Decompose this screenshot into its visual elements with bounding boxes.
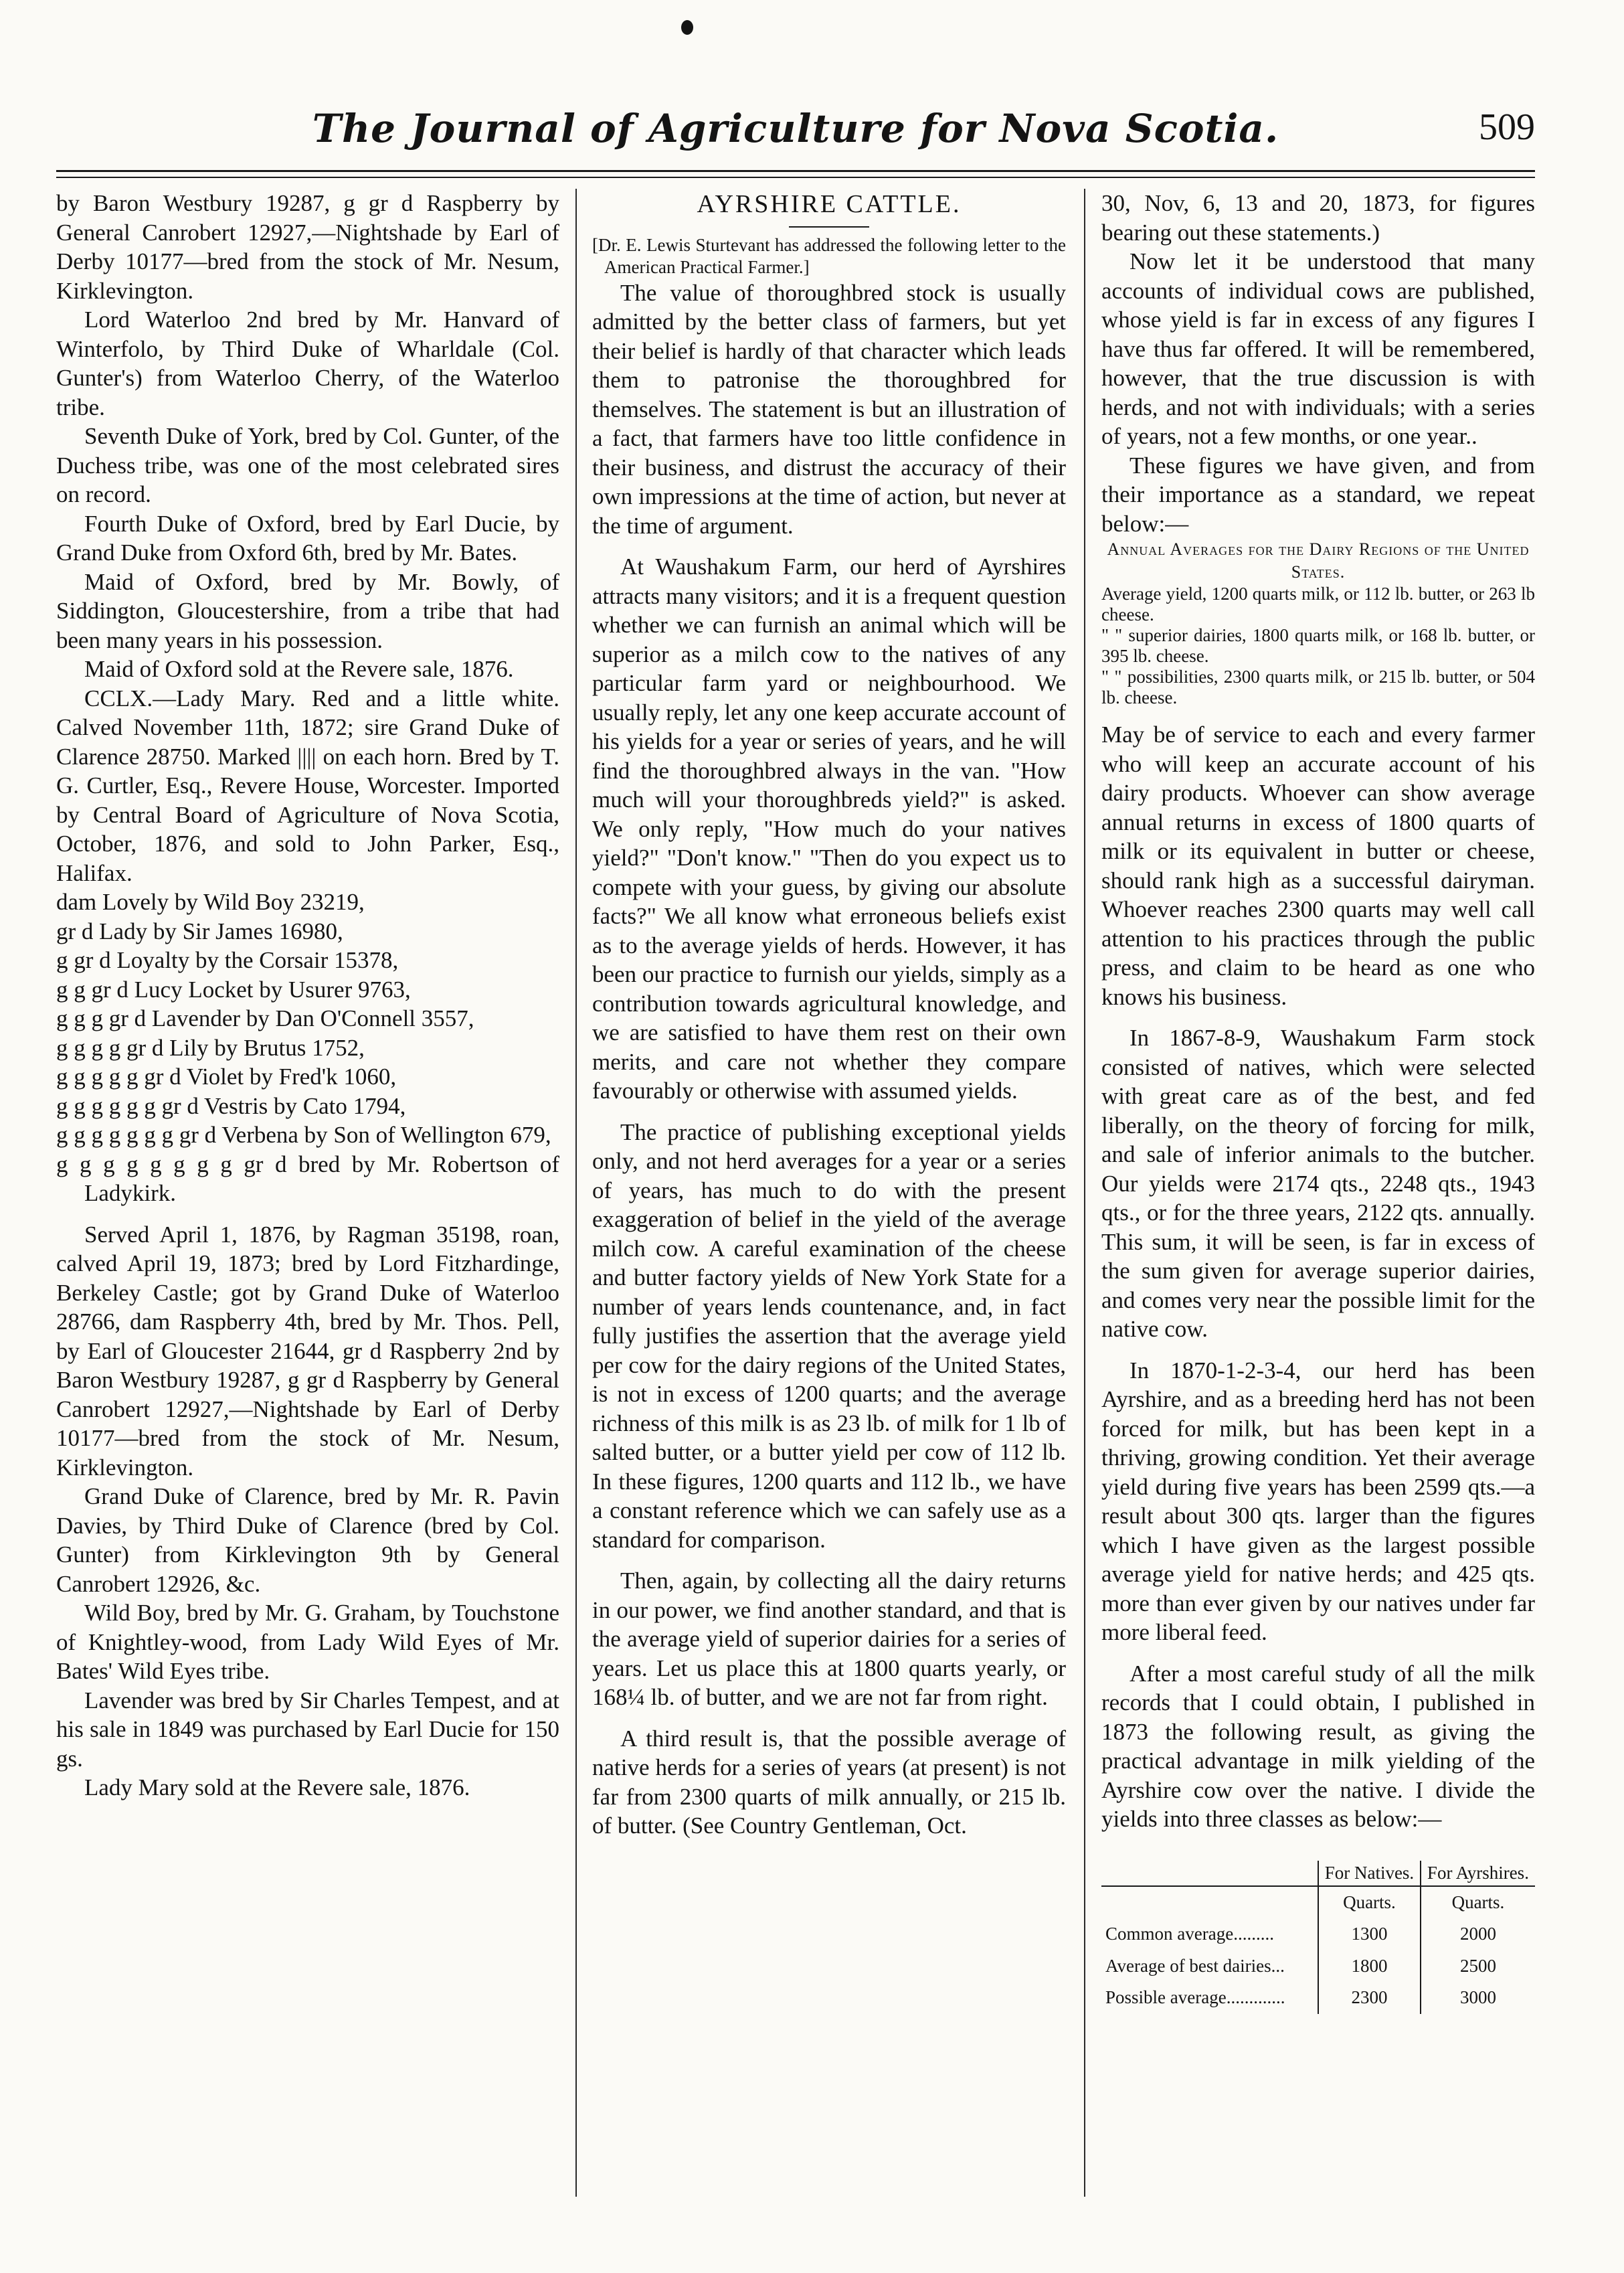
unit-label: Quarts. [1318,1886,1421,1919]
paragraph: These figures we have given, and from their importance as a standard, we repeat below:— [1101,452,1535,537]
article-title: AYRSHIRE CATTLE. [697,190,962,218]
paragraph: The value of thoroughbred stock is usually admitted by the better class of farmers, but yet their belief is hardly of that character which leads them to patronise the thoroughbred for themselves. The statement is but an illustration of a fact, that farmers have too little confidence in their business, and distrust the accuracy of their own impressions at the time of action, but never at the time of argument. [592,279,1066,539]
paragraph: Lady Mary sold at the Revere sale, 1876. [84,1774,470,1800]
column-middle [592,189,1066,1841]
header-rule [56,170,1535,172]
paragraph: At Waushakum Farm, our herd of Ayrshires attracts many visitors; and it is a frequent question whether we can furnish an animal which will be superior as a milch cow to the natives of any particular farm yard or neighbourhood. We usually reply, let any one keep accurate account of his yields for a year or series of years, and he will find the thoroughbred always in the van. "How much will your thoroughbreds yield?" is asked. We only reply, "How much do your natives yield?" "Don't know." "Then do you expect us to compete with your guess, by giving our absolute facts?" We all know what erroneous beliefs exist as to the average yields of herds. However, it has been our practice to furnish our yields, simply as a contribution towards agricultural knowledge, and we are satisfied to have them rest on their own merits, and care not whether they compare favourably or otherwise with assumed yields. [592,554,1066,1104]
paragraph: May be of service to each and every farmer who will keep an accurate account of his dairy products. Whoever can show average annual returns in excess of 1800 quarts of milk or its equivalent in butter or cheese, should rank high as a successful dairyman. Whoever reaches 2300 quarts may well call attention to his practices through the public press, and claim to be heard as one who knows his business. [1101,722,1535,1010]
paragraph: 30, Nov, 6, 13 and 20, 1873, for figures bearing out these statements.) [1101,190,1535,246]
pedigree-line: g gr d Loyalty by the Corsair 15378, [56,947,399,973]
running-header [56,106,1535,166]
paragraph: Fourth Duke of Oxford, bred by Earl Ducie, by Grand Duke from Oxford 6th, bred by Mr. Bates. [56,510,559,566]
paragraph: Wild Boy, bred by Mr. G. Graham, by Touchstone of Knightley-wood, from Lady Wild Eyes of Mr. Bates' Wild Eyes tribe. [56,1600,559,1684]
editor-note: [Dr. E. Lewis Sturtevant has addressed the following letter to the American Practical Farmer.] [592,234,1066,277]
cell-ayrshires: 2500 [1421,1950,1535,1983]
journal-title: The Journal of Agriculture for Nova Scotia. [312,106,1279,151]
cell-natives: 2300 [1318,1982,1421,2014]
column-left [56,189,559,1802]
averages-heading: Annual Averages for the Dairy Regions of the United States. [1107,539,1530,582]
title-rule [789,226,869,228]
row-label: Average of best dairies... [1105,1955,1285,1976]
cell-natives: 1800 [1318,1950,1421,1983]
page-number: 509 [1479,106,1535,148]
pedigree-line: g g g g g g g g gr d bred by Mr. Robertson of Ladykirk. [56,1151,559,1206]
paragraph: The practice of publishing exceptional yields only, and not herd averages for a year or a series of years, has much to do with the present exaggeration of belief in the yield of the average milch cow. A careful examination of the cheese and butter factory yields of New York State for a number of years lends countenance, and, in fact fully justifies the assertion that the average yield per cow for the dairy regions of the United States, is not in excess of 1200 quarts; and the average richness of this milk is as 23 lb. of milk for 1 lb of salted butter, or a butter yield per cow of 112 lb. In these figures, 1200 quarts and 112 lb., we have a constant reference which we can safely use as a standard for comparison. [592,1118,1066,1553]
paragraph: Seventh Duke of York, bred by Col. Gunter, of the Duchess tribe, was one of the most celebrated sires on record. [56,423,559,507]
pedigree-line: g g g g g g g gr d Verbena by Son of Wellington 679, [56,1122,551,1148]
average-line: " " possibilities, 2300 quarts milk, or 215 lb. butter, or 504 lb. cheese. [1101,667,1535,707]
pedigree-line: dam Lovely by Wild Boy 23219, [56,889,365,915]
pedigree-line: g g g g gr d Lily by Brutus 1752, [56,1034,365,1061]
paragraph: Maid of Oxford sold at the Revere sale, 1876. [84,656,514,682]
column-right [1101,189,1535,2014]
paragraph: CCLX.—Lady Mary. Red and a little white. Calved November 11th, 1872; sire Grand Duke of Clarence 28750. Marked |||| on each horn. Bred by T. G. Curtler, Esq., Revere House, Worcester. Imported by Central Board of Agriculture of Nova Scotia, October, 1876, and sold to John Parker, Esq., Halifax. [56,685,559,886]
pedigree-line: g g g gr d Lavender by Dan O'Connell 3557, [56,1005,474,1031]
column-divider [1084,189,1085,2197]
paragraph: A third result is, that the possible average of native herds for a series of years (at present) is not far from 2300 quarts of milk annually, or 215 lb. of butter. (See Country Gentleman, Oct. [592,1725,1066,1839]
unit-label: Quarts. [1421,1886,1535,1919]
paragraph: by Baron Westbury 19287, g gr d Raspberry by General Canrobert 12927,—Nightshade by Earl of Derby 10177—bred from the stock of Mr. Nesum, Kirklevington. [56,190,559,304]
col-header-ayrshires: For Ayrshires. [1421,1861,1535,1886]
paragraph: Grand Duke of Clarence, bred by Mr. R. Pavin Davies, by Third Duke of Clarence (bred by Col. Gunter) from Kirklevington 9th by General Canrobert 12926, &c. [56,1483,559,1597]
pedigree-line: g g g g g gr d Violet by Fred'k 1060, [56,1064,397,1090]
paragraph: Lord Waterloo 2nd bred by Mr. Hanvard of Winterfolo, by Third Duke of Wharldale (Col. Gunter's) from Waterloo Cherry, of the Waterloo tribe. [56,307,559,420]
paragraph: Now let it be understood that many accounts of individual cows are published, whose yield is far in excess of any figures I have thus far offered. It will be remembered, however, that the true discussion is with herds, and not with individuals; with a series of years, not a few months, or one year.. [1101,248,1535,449]
average-line: Average yield, 1200 quarts milk, or 112 lb. butter, or 263 lb cheese. [1101,584,1535,624]
pedigree-line: g g g g g g gr d Vestris by Cato 1794, [56,1092,406,1119]
column-divider [575,189,577,2197]
paragraph: Served April 1, 1876, by Ragman 35198, roan, calved April 19, 1873; bred by Lord Fitzhardinge, Berkeley Castle; got by Grand Duke of Waterloo 28766, dam Raspberry 4th, bred by Mr. Thos. Pell, by Earl of Gloucester 21644, gr d Raspberry 2nd by Baron Westbury 19287, g gr d Raspberry by General Canrobert 12927,—Nightshade by Earl of Derby 10177—bred from the stock of Mr. Nesum, Kirklevington. [56,1221,559,1481]
paragraph: Then, again, by collecting all the dairy returns in our power, we find another standard, and that is the average yield of superior dairies for a series of years. Let us place this at 1800 quarts yearly, or 168¼ lb. of butter, and we are not far from right. [592,1568,1066,1710]
header-rule-thin [56,177,1535,178]
row-label: Common average......... [1105,1924,1274,1944]
pedigree-line: gr d Lady by Sir James 16980, [56,918,343,944]
ink-speck [681,20,693,35]
yield-table [1101,1861,1535,2014]
row-label: Possible average............. [1105,1987,1285,2007]
average-line: " " superior dairies, 1800 quarts milk, or 168 lb. butter, or 395 lb. cheese. [1101,625,1535,666]
paragraph: In 1870-1-2-3-4, our herd has been Ayrshire, and as a breeding herd has not been forced for milk, but has been kept in a thriving, growing condition. Yet their average yield during five years has been 2599 qts.—a result about 300 qts. larger than the figures which I have given as the largest possible average yield for native herds; and 425 qts. more than ever given by our natives under far more liberal feed. [1101,1357,1535,1645]
paragraph: Maid of Oxford, bred by Mr. Bowly, of Siddington, Gloucestershire, from a tribe that had been many years in his possession. [56,568,559,653]
col-header-natives: For Natives. [1318,1861,1421,1886]
paragraph: After a most careful study of all the milk records that I could obtain, I published in 1873 the following result, as giving the practical advantage in milk yielding of the Ayrshire cow over the native. I divide the yields into three classes as below:— [1101,1660,1535,1832]
cell-natives: 1300 [1318,1918,1421,1950]
paragraph: Lavender was bred by Sir Charles Tempest, and at his sale in 1849 was purchased by Earl Ducie for 150 gs. [56,1687,559,1772]
paragraph: In 1867-8-9, Waushakum Farm stock consisted of natives, which were selected with great care as of the best, and fed liberally, on the theory of forcing for milk, and sale of inferior animals to the butcher. Our yields were 2174 qts., 2248 qts., 1943 qts., or for the three years, 2122 qts. annually. This sum, it will be seen, is far in excess of the sum given for average superior dairies, and comes very near the possible limit for the native cow. [1101,1025,1535,1342]
pedigree-line: g g gr d Lucy Locket by Usurer 9763, [56,976,411,1003]
cell-ayrshires: 3000 [1421,1982,1535,2014]
cell-ayrshires: 2000 [1421,1918,1535,1950]
